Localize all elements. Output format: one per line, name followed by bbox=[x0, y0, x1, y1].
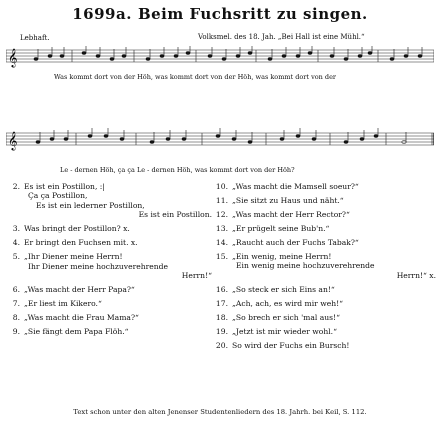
svg-text:𝄞: 𝄞 bbox=[8, 131, 18, 150]
verse-number: 5. bbox=[12, 252, 20, 262]
music-staff-2-lines bbox=[6, 126, 434, 152]
verse-text bbox=[0, 252, 212, 280]
verse bbox=[208, 299, 436, 308]
verse-number: 2. bbox=[12, 182, 20, 191]
verse-number: 4. bbox=[12, 238, 20, 248]
verse-text bbox=[0, 224, 212, 233]
verse bbox=[0, 252, 212, 280]
verse-text bbox=[208, 238, 436, 247]
verse-line: Es ist ein lederner Postillon, bbox=[36, 200, 145, 210]
verse-number: 13. bbox=[215, 223, 228, 233]
verse-line: „Sie fängt dem Papa Flöh.“ bbox=[24, 327, 129, 337]
lyric-line-1: Was kommt dort von der Höh, was kommt dort von der Höh, was kommt dort von der bbox=[54, 73, 337, 81]
verse-number: 14. bbox=[215, 237, 228, 247]
verse-text bbox=[208, 210, 436, 219]
verse-text bbox=[208, 299, 436, 308]
verse-text bbox=[208, 224, 436, 233]
verse bbox=[208, 238, 436, 247]
verse-line: „So steck er sich Eins an!“ bbox=[232, 284, 335, 294]
verse-text bbox=[208, 327, 436, 336]
verse bbox=[208, 341, 436, 350]
lyric-line-2: Le - dernen Höh, ça ça Le - dernen Höh, was kommt dort von der Höh? bbox=[60, 166, 295, 174]
verse-number: 20. bbox=[215, 340, 228, 350]
svg-text:𝄞: 𝄞 bbox=[8, 48, 18, 67]
verse bbox=[208, 182, 436, 191]
verse bbox=[0, 313, 212, 322]
verse-text bbox=[208, 285, 436, 294]
verse bbox=[0, 224, 212, 233]
verse-line: Es ist ein Postillon. bbox=[138, 210, 212, 220]
verse-line: Ça ça Postillon, bbox=[28, 191, 88, 201]
verse-line: „Sie sitzt zu Haus und näht.“ bbox=[232, 195, 344, 205]
verses-left-column bbox=[0, 182, 212, 341]
verse-text bbox=[0, 327, 212, 336]
verse bbox=[208, 252, 436, 280]
verse-line: „Ihr Diener meine Herrn! bbox=[24, 252, 123, 262]
verse-line: „Er prügelt seine Bub'n.“ bbox=[232, 223, 330, 233]
verse-line: Herrn!“ x. bbox=[396, 270, 436, 280]
verse bbox=[0, 299, 212, 308]
verse bbox=[208, 196, 436, 205]
verses-right-column bbox=[208, 182, 436, 355]
verse bbox=[0, 327, 212, 336]
verse-text bbox=[0, 285, 212, 294]
footnote: Text schon unter den alten Jenenser Studentenliedern des 18. Jahrh. bei Keil, S. 112. bbox=[73, 408, 367, 416]
verse-number: 8. bbox=[12, 313, 20, 323]
verse-number: 17. bbox=[215, 298, 228, 308]
verse-line: „Was macht die Frau Mama?“ bbox=[24, 313, 139, 323]
verse-text bbox=[208, 182, 436, 191]
verse bbox=[0, 182, 212, 220]
verse bbox=[208, 210, 436, 219]
verse bbox=[208, 285, 436, 294]
verse-line: „Was macht die Mamsell soeur?“ bbox=[232, 182, 359, 191]
verse-line: „So brech er sich 'mal aus!“ bbox=[232, 312, 340, 322]
verse-text bbox=[0, 313, 212, 322]
verse-number: 7. bbox=[12, 299, 20, 309]
verse-text bbox=[208, 252, 436, 280]
verse-number: 9. bbox=[12, 327, 20, 337]
melody-source: Volksmel. des 18. Jah. „Bei Hall ist eine Mühl.“ bbox=[198, 33, 365, 41]
verse-number: 16. bbox=[215, 284, 228, 294]
verse-line: Es ist ein Postillon, :| bbox=[24, 182, 105, 191]
song-title bbox=[0, 5, 440, 23]
verse-line: „Raucht auch der Fuchs Tabak?“ bbox=[232, 237, 359, 247]
verse-text bbox=[208, 196, 436, 205]
verse-text bbox=[0, 299, 212, 308]
verse-number: 3. bbox=[12, 224, 20, 234]
tempo-marking: Lebhaft. bbox=[20, 34, 50, 42]
verse-number: 6. bbox=[12, 285, 20, 295]
verse-line: Was bringt der Postillon? x. bbox=[24, 224, 130, 234]
verse-number: 12. bbox=[215, 209, 228, 219]
verse-line: So wird der Fuchs ein Bursch! bbox=[232, 340, 350, 350]
verse-line: „Was macht der Herr Rector?“ bbox=[232, 209, 350, 219]
verse-line: „Jetzt ist mir wieder wohl.“ bbox=[232, 326, 337, 336]
verse-line: Ein wenig meine hochzuverehrende bbox=[236, 261, 375, 271]
verse-line: Herrn!“ bbox=[181, 271, 212, 281]
verse bbox=[0, 238, 212, 247]
verse bbox=[208, 327, 436, 336]
verse bbox=[0, 285, 212, 294]
verse-line: „Was macht der Herr Papa?“ bbox=[24, 285, 135, 295]
verse-number: 11. bbox=[215, 195, 228, 205]
verse-number: 19. bbox=[215, 326, 228, 336]
verse-number: 10. bbox=[215, 182, 228, 191]
verse bbox=[208, 313, 436, 322]
verse-text bbox=[208, 313, 436, 322]
verse-text bbox=[0, 182, 212, 220]
verse-line: Er bringt den Fuchsen mit. x. bbox=[24, 238, 138, 248]
verse-line: „Ein wenig, meine Herrn! bbox=[232, 251, 332, 261]
music-staff-1 bbox=[6, 46, 434, 67]
verse bbox=[208, 224, 436, 233]
verse-line: „Er liest im Kikero.“ bbox=[24, 299, 102, 309]
verse-text bbox=[0, 238, 212, 247]
verse-number: 18. bbox=[215, 312, 228, 322]
verse-number: 15. bbox=[215, 251, 228, 261]
song-number: 1699a. bbox=[72, 5, 132, 23]
verse-line: Ihr Diener meine hochzuverehrende bbox=[28, 261, 168, 271]
verse-text bbox=[208, 341, 436, 350]
song-title-text: Beim Fuchsritt zu singen. bbox=[137, 5, 368, 23]
verse-line: „Ach, ach, es wird mir weh!“ bbox=[232, 298, 344, 308]
